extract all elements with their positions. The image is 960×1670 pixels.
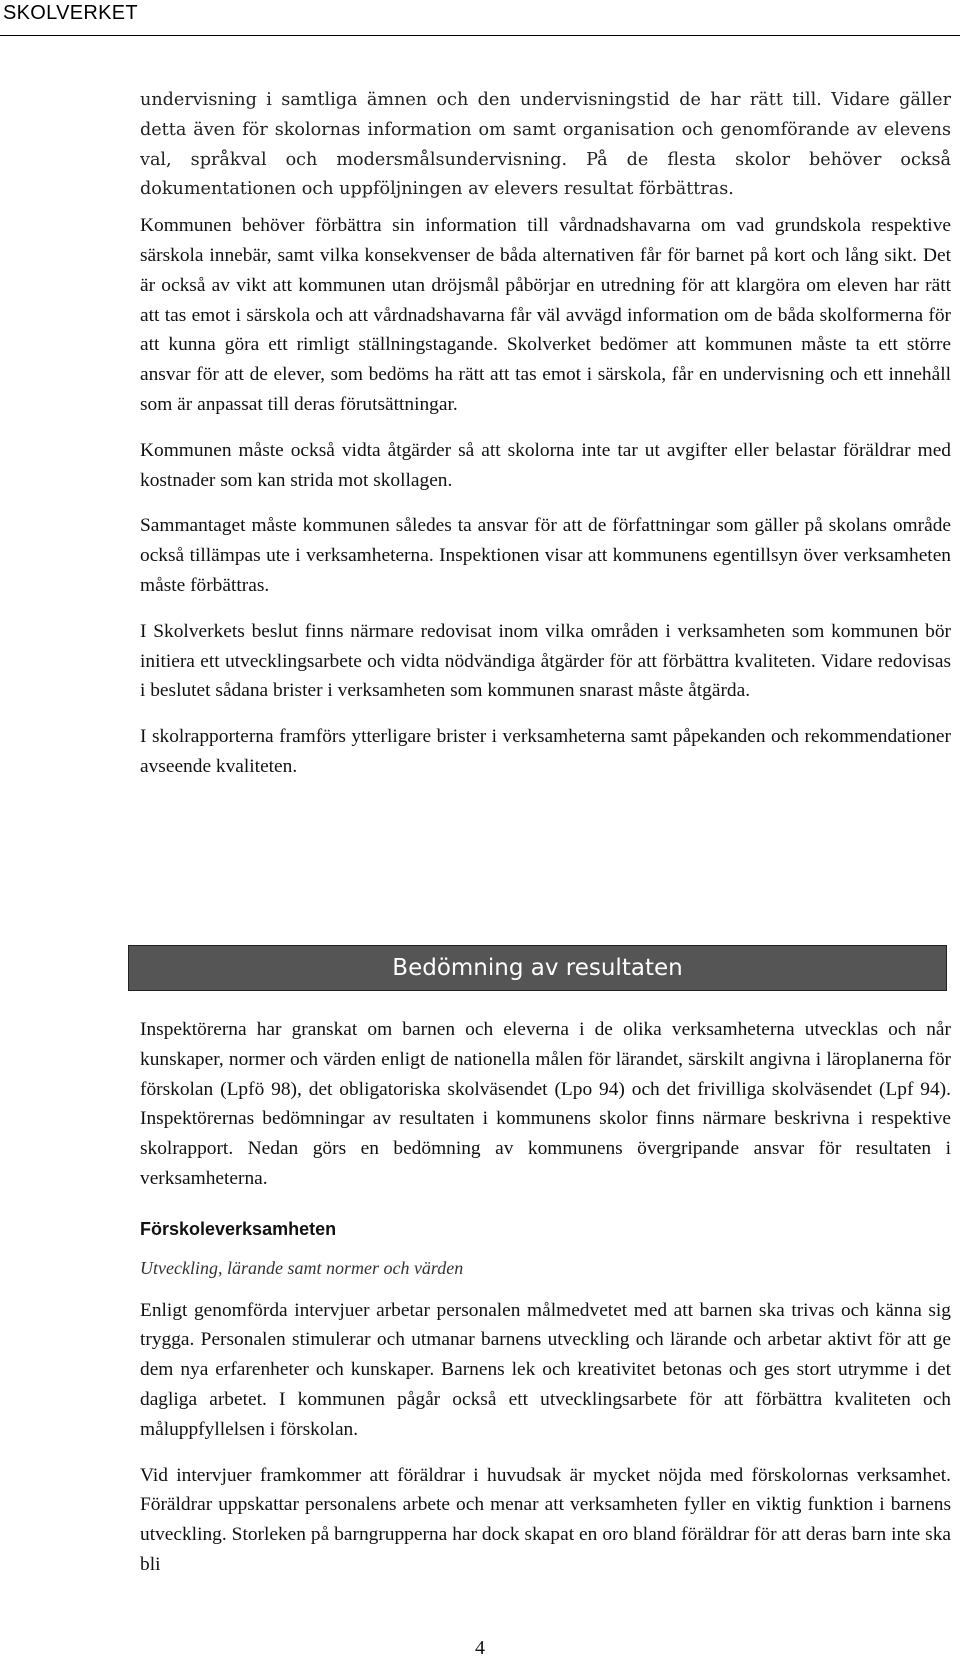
paragraph-1: undervisning i samtliga ämnen och den undervisningstid de har rätt till. Vidare gäller detta även för skolornas information om samt organisation och genomförande av elevens val, språkval och modersmålsundervisning. På de flesta skolor behöver också dokumentationen och uppföljningen av elevers resultat förbättras. <box>140 90 951 200</box>
paragraph-3: Kommunen måste också vidta åtgärder så att skolorna inte tar ut avgifter eller belastar föräldrar med kostnader som kan strida mot skollagen. <box>140 439 951 491</box>
section-paragraph-2: Vid intervjuer framkommer att föräldrar i huvudsak är mycket nöjda med förskolornas verksamhet. Föräldrar uppskattar personalens arbete och menar att verksamheten fyller en viktig funktion i barnens utveckling. Storleken på barngrupperna har dock skapat en oro bland föräldrar för att deras barn inte ska bli <box>140 1464 951 1575</box>
header-label: SKOLVERKET <box>3 2 138 24</box>
section-banner <box>128 945 947 991</box>
paragraph-5: I Skolverkets beslut finns närmare redovisat inom vilka områden i verksamheten som kommunen bör initiera ett utvecklingsarbete och vidta nödvändiga åtgärder för att förbättra kvaliteten. Vidare redovisas i beslutet sådana brister i verksamheten som kommunen snarast måste åtgärda. <box>140 620 951 702</box>
subsection-title: Förskoleverksamheten <box>140 1218 337 1239</box>
page-number: 4 <box>475 1637 485 1659</box>
paragraph-6: I skolrapporterna framförs ytterligare brister i verksamheterna samt påpekanden och rekommendationer avseende kvaliteten. <box>140 726 951 777</box>
subheading: Utveckling, lärande samt normer och värden <box>140 1257 464 1278</box>
paragraph-2: Kommunen behöver förbättra sin information till vårdnadshavarna om vad grundskola respektive särskola innebär, samt vilka konsekvenser de båda alternativen får för barnet på kort och lång sikt. Det är också av vikt att kommunen utan dröjsmål påbörjar en utredning för att klargöra om eleven har rätt att tas emot i särskola och att vårdnadshavarna får väl avvägd information om de båda skolformerna för att kunna göra ett rimligt ställningstagande. Skolverket bedömer att kommunen måste ta ett större ansvar för att de elever, som bedöms ha rätt att tas emot i särskola, får en undervisning och ett innehåll som är anpassat till deras förutsättningar. <box>140 215 951 415</box>
section-intro: Inspektörerna har granskat om barnen och eleverna i de olika verksamheterna utvecklas och når kunskaper, normer och värden enligt de nationella målen för lärandet, särskilt angivna i läroplanerna för förskolan (Lpfö 98), det obligatoriska skolväsendet (Lpo 94) och det frivilliga skolväsendet (Lpf 94). Inspektörernas bedömningar av resultaten i kommunens skolor finns närmare beskrivna i respektive skolrapport. Nedan görs en bedömning av kommunens övergripande ansvar för resultaten i verksamheterna. <box>140 1019 951 1189</box>
page-header <box>0 0 960 36</box>
body-text-top <box>140 86 951 798</box>
section-title: Bedömning av resultaten <box>392 955 683 981</box>
section-paragraph-1: Enligt genomförda intervjuer arbetar personalen målmedvetet med att barnen ska trivas och känna sig trygga. Personalen stimulerar och utmanar barnens utveckling och lärande och arbetar aktivt för att ge dem nya erfarenheter och kunskaper. Barnens lek och kreativitet betonas och ges stort utrymme i det dagliga arbetet. I kommunen pågår också ett utvecklingsarbete för att förbättra kvaliteten och måluppfyllelsen i förskolan. <box>140 1299 951 1440</box>
paragraph-4: Sammantaget måste kommunen således ta ansvar för att de författningar som gäller på skolans område också tillämpas ute i verksamheterna. Inspektionen visar att kommunens egentillsyn över verksamheten måste förbättras. <box>140 515 951 596</box>
body-text-bottom <box>140 1015 951 1596</box>
